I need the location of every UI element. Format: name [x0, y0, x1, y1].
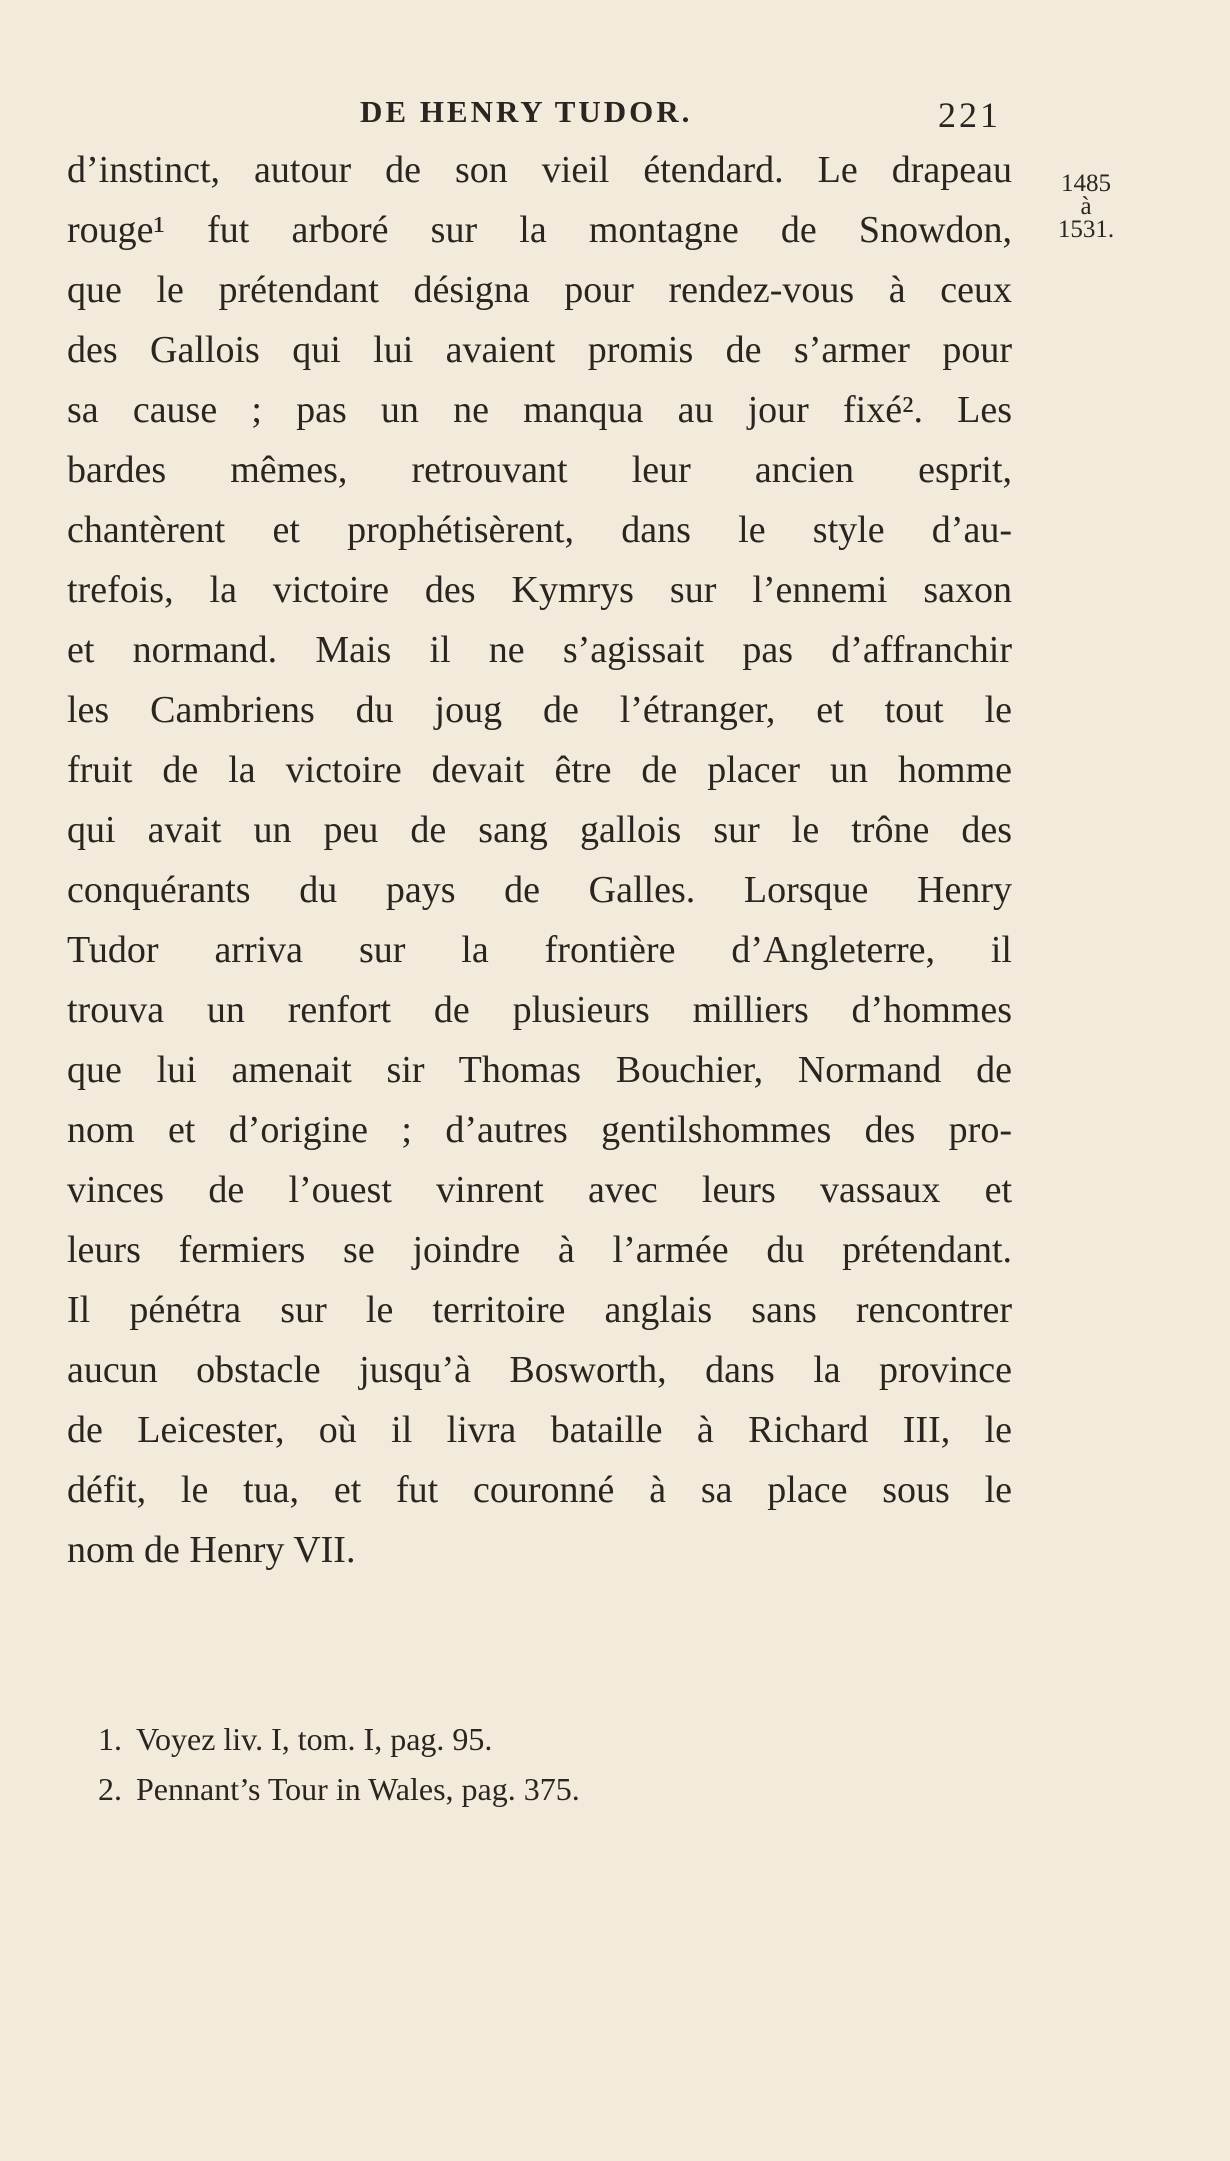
text-line: sa cause ; pas un ne manqua au jour fixé². Les — [67, 389, 1012, 431]
text-line: leurs fermiers se joindre à l’armée du prétendant. — [67, 1229, 1012, 1271]
text-line: que le prétendant désigna pour rendez-vous à ceux — [67, 269, 1012, 311]
text-line: fruit de la victoire devait être de placer un homme — [67, 749, 1012, 791]
text-line: des Gallois qui lui avaient promis de s’armer pour — [67, 329, 1012, 371]
margin-year-end: 1531. — [1057, 216, 1115, 243]
page-number: 221 — [938, 95, 1001, 135]
text-line: rouge¹ fut arboré sur la montagne de Snowdon, — [67, 209, 1012, 251]
text-line: défit, le tua, et fut couronné à sa place sous le — [67, 1469, 1012, 1511]
footnote-number: 2. — [98, 1771, 122, 1807]
text-line: chantèrent et prophétisèrent, dans le style d’au- — [67, 509, 1012, 551]
footnote — [98, 1764, 580, 1814]
text-line: les Cambriens du joug de l’étranger, et tout le — [67, 689, 1012, 731]
margin-date-note — [1036, 172, 1136, 241]
text-line: bardes mêmes, retrouvant leur ancien esprit, — [67, 449, 1012, 491]
text-line: trouva un renfort de plusieurs milliers d’hommes — [67, 989, 1012, 1031]
text-line: de Leicester, où il livra bataille à Richard III, le — [67, 1409, 1012, 1451]
text-line: conquérants du pays de Galles. Lorsque Henry — [67, 869, 1012, 911]
body-text — [67, 140, 1012, 1580]
text-line: aucun obstacle jusqu’à Bosworth, dans la province — [67, 1349, 1012, 1391]
footnote-text: Voyez liv. I, tom. I, pag. 95. — [136, 1721, 493, 1757]
text-line: Il pénétra sur le territoire anglais sans rencontrer — [67, 1289, 1012, 1331]
margin-year-separator: à — [1080, 193, 1092, 220]
text-line: d’instinct, autour de son vieil étendard. Le drapeau — [67, 149, 1012, 191]
text-line: que lui amenait sir Thomas Bouchier, Normand de — [67, 1049, 1012, 1091]
footnotes — [98, 1714, 580, 1814]
text-line: vinces de l’ouest vinrent avec leurs vassaux et — [67, 1169, 1012, 1211]
text-line: nom de Henry VII. — [67, 1529, 356, 1571]
footnote-text: Pennant’s Tour in Wales, pag. 375. — [136, 1771, 580, 1807]
text-line: qui avait un peu de sang gallois sur le trône des — [67, 809, 1012, 851]
margin-year-start: 1485 — [1061, 170, 1111, 197]
footnote-number: 1. — [98, 1721, 122, 1757]
text-line: et normand. Mais il ne s’agissait pas d’affranchir — [67, 629, 1012, 671]
text-line: nom et d’origine ; d’autres gentilshommes des pro- — [67, 1109, 1012, 1151]
running-head: DE HENRY TUDOR. — [360, 94, 693, 129]
text-line: trefois, la victoire des Kymrys sur l’ennemi saxon — [67, 569, 1012, 611]
text-line: Tudor arriva sur la frontière d’Angleterre, il — [67, 929, 1012, 971]
footnote — [98, 1714, 580, 1764]
